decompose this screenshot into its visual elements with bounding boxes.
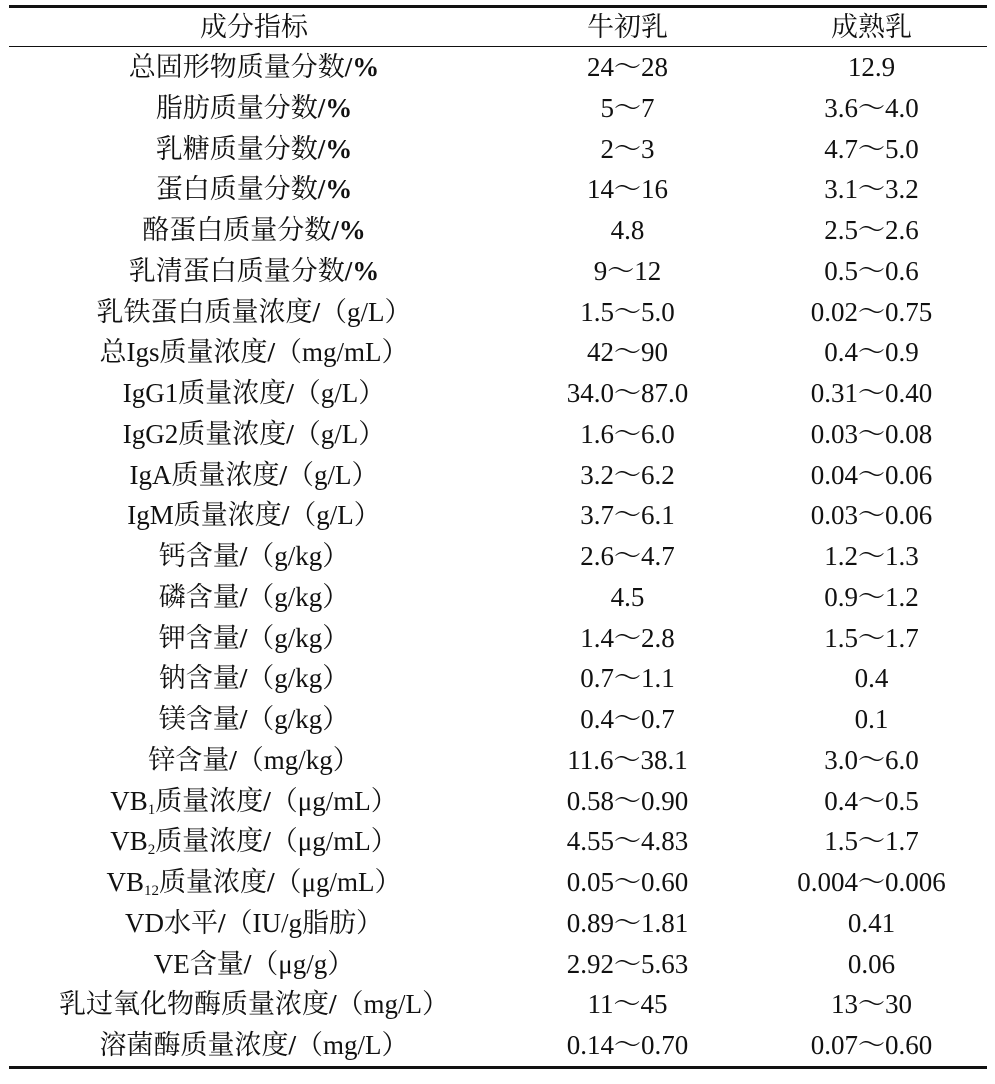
composition-table	[9, 8, 987, 1066]
mature-milk-value: 0.03～0.08	[810, 418, 933, 449]
indicator-cell	[9, 984, 499, 1025]
mature-milk-value: 0.4～0.9	[824, 337, 919, 368]
colostrum-value: 0.58～0.90	[566, 785, 689, 816]
table-row	[9, 251, 987, 292]
table-row	[9, 821, 987, 862]
indicator-name: IgA质量浓度	[129, 459, 280, 490]
colostrum-value: 0.7～1.1	[580, 663, 675, 694]
colostrum-value: 4.5	[610, 581, 645, 612]
indicator-unit: （mg/L）	[336, 989, 449, 1020]
indicator-unit: （g/L）	[293, 378, 386, 408]
mature-milk-value: 3.0～6.0	[824, 744, 919, 775]
colostrum-value: 1.4～2.8	[580, 622, 675, 653]
unit-separator: /	[344, 52, 353, 82]
mature-milk-value: 13～30	[831, 989, 912, 1020]
colostrum-value: 1.6～6.0	[580, 418, 675, 449]
mature-milk-value: 12.9	[847, 52, 896, 82]
colostrum-value: 5～7	[600, 92, 655, 123]
colostrum-value: 14～16	[587, 174, 668, 205]
indicator-name: 乳过氧化物酶质量浓度	[58, 989, 329, 1020]
indicator-cell	[9, 536, 499, 577]
indicator-name: IgM质量浓度	[127, 500, 282, 531]
indicator-name-suffix: 质量浓度	[159, 867, 267, 897]
indicator-subscript: 2	[147, 842, 156, 859]
indicator-cell	[9, 495, 499, 536]
table-row	[9, 536, 987, 577]
mature-milk-value: 4.7～5.0	[824, 133, 919, 164]
indicator-name: VB	[110, 826, 148, 857]
colostrum-value: 0.14～0.70	[566, 1030, 689, 1060]
table-row	[9, 129, 987, 170]
indicator-unit: （g/L）	[293, 418, 386, 449]
table-row	[9, 1025, 987, 1066]
unit-separator: /	[281, 500, 290, 531]
colostrum-value: 4.55～4.83	[566, 826, 689, 857]
table-row	[9, 47, 987, 88]
unit-separator: /	[279, 459, 287, 490]
indicator-subscript: 12	[144, 883, 159, 899]
table-row	[9, 414, 987, 455]
indicator-cell	[9, 414, 499, 455]
indicator-cell	[9, 455, 499, 496]
indicator-unit: （g/kg）	[247, 541, 350, 571]
indicator-cell	[9, 169, 499, 210]
indicator-name: 溶菌酶质量浓度	[99, 1030, 289, 1060]
indicator-cell	[9, 740, 499, 781]
colostrum-value: 11～45	[587, 989, 668, 1020]
unit-separator: /	[312, 296, 320, 327]
indicator-name: VB	[110, 785, 148, 816]
unit-separator: /	[263, 785, 271, 816]
colostrum-value: 11.6～38.1	[567, 744, 688, 775]
indicator-cell	[9, 862, 499, 903]
colostrum-value: 24～28	[587, 52, 668, 82]
indicator-name: 乳糖质量分数	[155, 133, 318, 164]
colostrum-value: 2～3	[600, 133, 655, 164]
unit-separator: /	[239, 581, 248, 612]
unit-separator: /	[344, 255, 353, 286]
unit-separator: /	[263, 826, 271, 857]
indicator-name: 乳铁蛋白质量浓度	[96, 296, 313, 327]
unit-separator: /	[288, 1030, 296, 1060]
indicator-name: 钙含量	[158, 541, 240, 571]
indicator-name-suffix: 质量浓度	[155, 785, 264, 816]
table-row	[9, 577, 987, 618]
colostrum-value: 0.05～0.60	[566, 867, 689, 897]
indicator-name: VE含量	[153, 948, 244, 979]
indicator-unit: %	[352, 255, 380, 286]
indicator-unit: （g/L）	[320, 296, 412, 327]
table-row	[9, 495, 987, 536]
mature-milk-value: 1.2～1.3	[824, 541, 919, 571]
table-row	[9, 455, 987, 496]
unit-separator: /	[229, 744, 237, 775]
colostrum-value: 2.6～4.7	[580, 541, 675, 571]
header-colostrum: 牛初乳	[587, 12, 668, 42]
mature-milk-value: 1.5～1.7	[824, 622, 919, 653]
indicator-name-suffix: 质量浓度	[155, 826, 264, 857]
header-indicator: 成分指标	[200, 12, 308, 42]
indicator-unit: （g/L）	[289, 500, 381, 531]
indicator-cell	[9, 251, 499, 292]
colostrum-value: 3.2～6.2	[580, 459, 675, 490]
mature-milk-value: 0.06	[847, 948, 896, 979]
table-row	[9, 781, 987, 822]
indicator-unit: （g/L）	[287, 459, 379, 490]
table-row	[9, 292, 987, 333]
colostrum-value: 2.92～5.63	[566, 948, 689, 979]
indicator-unit: （mg/kg）	[236, 744, 360, 775]
mature-milk-value: 3.6～4.0	[824, 92, 919, 123]
mature-milk-value: 0.4～0.5	[824, 785, 919, 816]
table-row	[9, 944, 987, 985]
table-header	[9, 8, 987, 47]
mature-milk-value: 0.03～0.06	[810, 500, 933, 531]
indicator-name: 总固形物质量分数	[128, 52, 345, 82]
indicator-cell	[9, 1025, 499, 1066]
indicator-unit: %	[352, 52, 380, 82]
header-row	[9, 8, 987, 47]
indicator-unit: （g/kg）	[247, 704, 350, 734]
indicator-cell	[9, 332, 499, 373]
indicator-unit: %	[325, 174, 353, 205]
mature-milk-value: 2.5～2.6	[824, 215, 919, 245]
mature-milk-value: 3.1～3.2	[824, 174, 919, 205]
indicator-name: 乳清蛋白质量分数	[128, 255, 345, 286]
unit-separator: /	[317, 133, 326, 164]
table-row	[9, 210, 987, 251]
indicator-cell	[9, 88, 499, 129]
indicator-cell	[9, 292, 499, 333]
indicator-unit: %	[338, 215, 366, 245]
indicator-name: 总Igs质量浓度	[99, 337, 268, 368]
header-mature-milk: 成熟乳	[831, 12, 912, 42]
unit-separator: /	[243, 948, 252, 979]
indicator-name: IgG1质量浓度	[122, 378, 287, 408]
indicator-name: 锌含量	[148, 744, 230, 775]
table-row	[9, 169, 987, 210]
indicator-cell	[9, 210, 499, 251]
mature-milk-value: 0.5～0.6	[824, 255, 919, 286]
indicator-cell	[9, 699, 499, 740]
indicator-unit: （g/kg）	[247, 663, 350, 694]
unit-separator: /	[239, 541, 248, 571]
indicator-cell	[9, 373, 499, 414]
indicator-name: 磷含量	[158, 581, 240, 612]
colostrum-value: 0.4～0.7	[580, 704, 675, 734]
table-body	[9, 47, 987, 1066]
indicator-unit: %	[325, 92, 353, 123]
indicator-cell	[9, 944, 499, 985]
indicator-unit: （μg/mL）	[270, 785, 398, 816]
table-row	[9, 862, 987, 903]
indicator-name: VD水平	[124, 907, 218, 938]
indicator-name: IgG2质量浓度	[122, 418, 287, 449]
unit-separator: /	[317, 92, 326, 123]
unit-separator: /	[286, 378, 294, 408]
colostrum-value: 9～12	[593, 255, 662, 286]
composition-table-wrapper	[9, 5, 987, 1069]
unit-separator: /	[328, 989, 337, 1020]
mature-milk-value: 0.07～0.60	[810, 1030, 933, 1060]
indicator-unit: （IU/g脂肪）	[225, 907, 383, 938]
mature-milk-value: 0.02～0.75	[810, 296, 933, 327]
colostrum-value: 42～90	[587, 337, 668, 368]
table-row	[9, 658, 987, 699]
unit-separator: /	[239, 704, 248, 734]
indicator-name: VB	[106, 867, 144, 897]
unit-separator: /	[217, 907, 226, 938]
indicator-unit: （mg/mL）	[275, 337, 409, 368]
indicator-name: 酪蛋白质量分数	[142, 215, 332, 245]
table-row	[9, 699, 987, 740]
indicator-cell	[9, 47, 499, 88]
colostrum-value: 1.5～5.0	[580, 296, 675, 327]
mature-milk-value: 0.31～0.40	[810, 378, 933, 408]
mature-milk-value: 0.04～0.06	[810, 459, 933, 490]
mature-milk-value: 0.9～1.2	[824, 581, 919, 612]
indicator-cell	[9, 821, 499, 862]
indicator-cell	[9, 618, 499, 659]
indicator-unit: （μg/mL）	[274, 867, 402, 897]
bottom-rule	[9, 1066, 987, 1069]
unit-separator: /	[286, 418, 294, 449]
indicator-subscript: 1	[147, 801, 156, 818]
unit-separator: /	[331, 215, 339, 245]
mature-milk-value: 0.4	[854, 663, 889, 694]
unit-separator: /	[317, 174, 326, 205]
indicator-name: 镁含量	[158, 704, 240, 734]
table-row	[9, 332, 987, 373]
unit-separator: /	[267, 867, 275, 897]
colostrum-value: 0.89～1.81	[566, 907, 689, 938]
table-row	[9, 740, 987, 781]
indicator-cell	[9, 577, 499, 618]
indicator-cell	[9, 129, 499, 170]
indicator-unit: %	[325, 133, 353, 164]
mature-milk-value: 0.1	[854, 704, 889, 734]
table-row	[9, 618, 987, 659]
indicator-unit: （μg/g）	[251, 948, 355, 979]
indicator-unit: （mg/L）	[296, 1030, 409, 1060]
mature-milk-value: 0.004～0.006	[797, 867, 946, 897]
indicator-name: 钠含量	[158, 663, 240, 694]
table-row	[9, 984, 987, 1025]
unit-separator: /	[239, 622, 248, 653]
indicator-cell	[9, 903, 499, 944]
colostrum-value: 34.0～87.0	[566, 378, 689, 408]
table-row	[9, 88, 987, 129]
indicator-cell	[9, 658, 499, 699]
indicator-name: 钾含量	[158, 622, 240, 653]
indicator-name: 蛋白质量分数	[155, 174, 318, 205]
unit-separator: /	[267, 337, 275, 368]
unit-separator: /	[239, 663, 248, 694]
mature-milk-value: 0.41	[847, 907, 896, 938]
indicator-cell	[9, 781, 499, 822]
indicator-unit: （g/kg）	[247, 581, 350, 612]
mature-milk-value: 1.5～1.7	[824, 826, 919, 857]
colostrum-value: 3.7～6.1	[580, 500, 675, 531]
table-row	[9, 903, 987, 944]
colostrum-value: 4.8	[610, 215, 645, 245]
indicator-name: 脂肪质量分数	[155, 92, 318, 123]
indicator-unit: （g/kg）	[247, 622, 350, 653]
indicator-unit: （μg/mL）	[270, 826, 398, 857]
table-row	[9, 373, 987, 414]
